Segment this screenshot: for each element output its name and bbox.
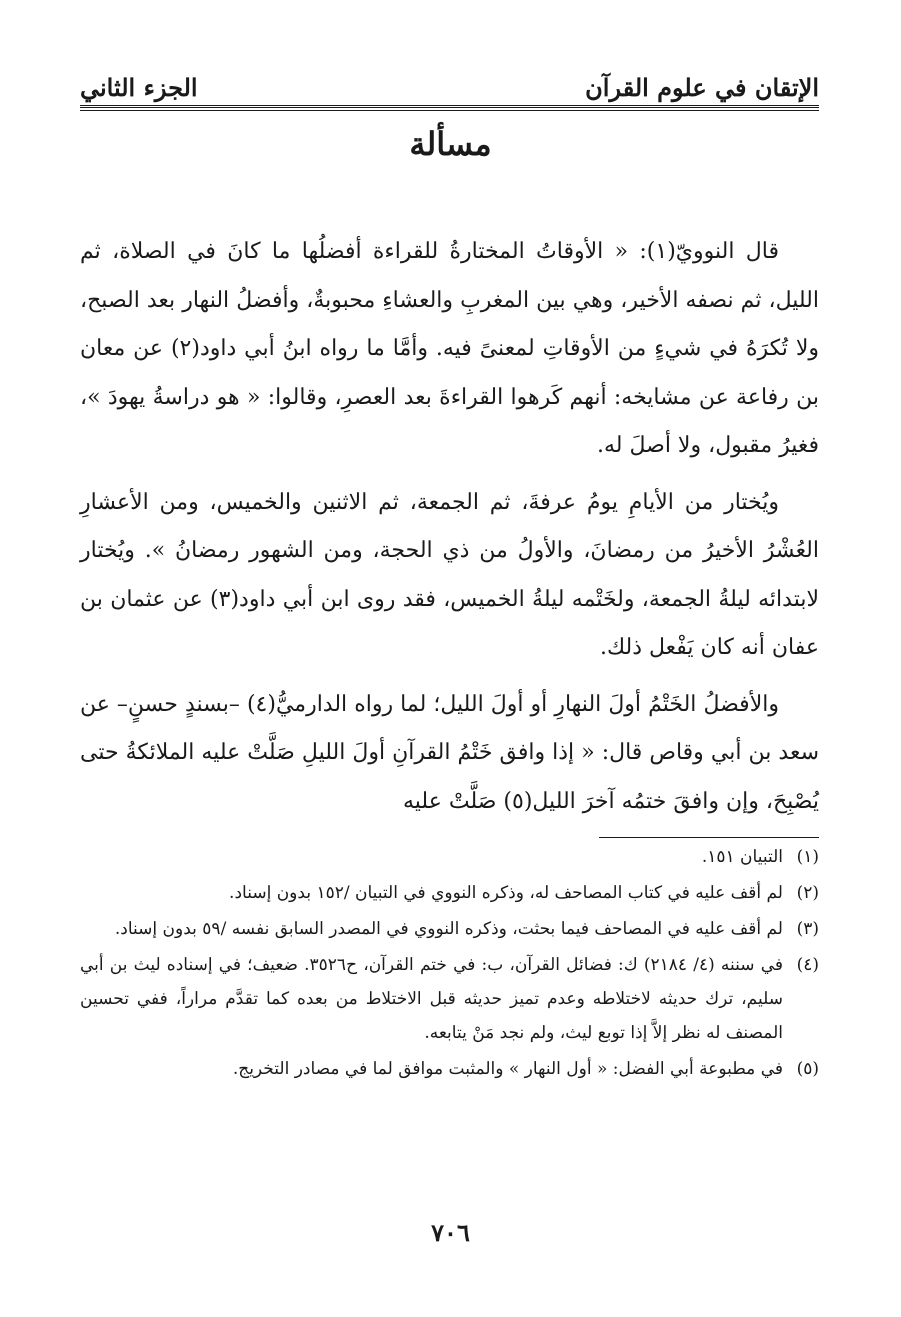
footnote-text: في سننه (٤/ ٢١٨٤) ك: فضائل القرآن، ب: في ختم القرآن، ح٣٥٢٦. ضعيف؛ في إسناده ليث بن أبي سليم، ترك حديثه لاختلاطه وعدم تميز حديثه قبل الاختلاط من بعده كما تقدَّم مراراً، ففي تحسين المصنف له نظر إلاَّ إذا توبع ليث، ولم نجد مَنْ يتابعه. xyxy=(80,955,783,1043)
header-rule xyxy=(80,105,819,111)
footnote-number: (١) xyxy=(796,847,819,867)
book-title: الإتقان في علوم القرآن xyxy=(585,73,819,102)
footnote-text: لم أقف عليه في كتاب المصاحف له، وذكره النووي في التبيان /١٥٢ بدون إسناد. xyxy=(229,883,783,903)
paragraph: قال النوويّ(١): « الأوقاتُ المختارةُ للقراءة أفضلُها ما كانَ في الصلاة، ثم الليل، ثم نصفه الأخير، وهي بين المغربِ والعشاءِ محبوبةٌ، وأفضلُ النهار بعد الصبح، ولا تُكرَهُ في شيءٍ من الأوقاتِ لمعنىً فيه. وأمَّا ما رواه ابنُ أبي داود(٢) عن معان بن رفاعة عن مشايخه: أنهم كَرهوا القراءةَ بعد العصرِ، وقالوا: « هو دراسةُ يهودَ »، فغيرُ مقبول، ولا أصلَ له. xyxy=(80,239,819,458)
footnote-number: (٤) xyxy=(796,955,819,975)
footnote xyxy=(80,840,819,874)
section-title: مسألة xyxy=(409,125,492,163)
footnote-number: (٥) xyxy=(796,1059,819,1079)
footnote-rule xyxy=(599,837,819,838)
footnote-text: في مطبوعة أبي الفضل: « أول النهار » والمثبت موافق لما في مصادر التخريج. xyxy=(232,1059,783,1079)
footnote-text: التبيان ١٥١. xyxy=(701,847,783,867)
footnote xyxy=(80,1052,819,1086)
page-number: ٧٠٦ xyxy=(431,1218,470,1247)
footnote-text: لم أقف عليه في المصاحف فيما بحثت، وذكره النووي في المصدر السابق نفسه /٥٩ بدون إسناد. xyxy=(114,919,783,939)
footnote xyxy=(80,948,819,1050)
footnote xyxy=(80,876,819,910)
footnotes xyxy=(80,840,819,1088)
footnote xyxy=(80,912,819,946)
running-header xyxy=(80,52,819,102)
paragraph: والأفضلُ الخَتْمُ أولَ النهارِ أو أولَ الليل؛ لما رواه الدارميُّ(٤) –بسندٍ حسنٍ– عن سعد بن أبي وقاص قال: « إذا وافق خَتْمُ القرآنِ أولَ الليلِ صَلَّتْ عليه الملائكةُ حتى يُصْبِحَ، وإن وافقَ ختمُه آخرَ الليل(٥) صَلَّتْ عليه xyxy=(80,691,819,814)
footnote-number: (٢) xyxy=(796,883,819,903)
footnote-number: (٣) xyxy=(796,919,819,939)
main-text xyxy=(80,228,819,826)
paragraph: ويُختار من الأيامِ يومُ عرفةَ، ثم الجمعة، ثم الاثنين والخميس، ومن الأعشارِ العُشْرُ الأخيرُ من رمضانَ، والأولُ من ذي الحجة، ومن الشهور رمضانُ ». ويُختار لابتدائه ليلةُ الجمعة، ولخَتْمه ليلةُ الخميس، فقد روى ابن أبي داود(٣) عن عثمان بن عفان أنه كان يَفْعل ذلك. xyxy=(80,489,819,660)
volume-label: الجزء الثاني xyxy=(80,73,198,102)
